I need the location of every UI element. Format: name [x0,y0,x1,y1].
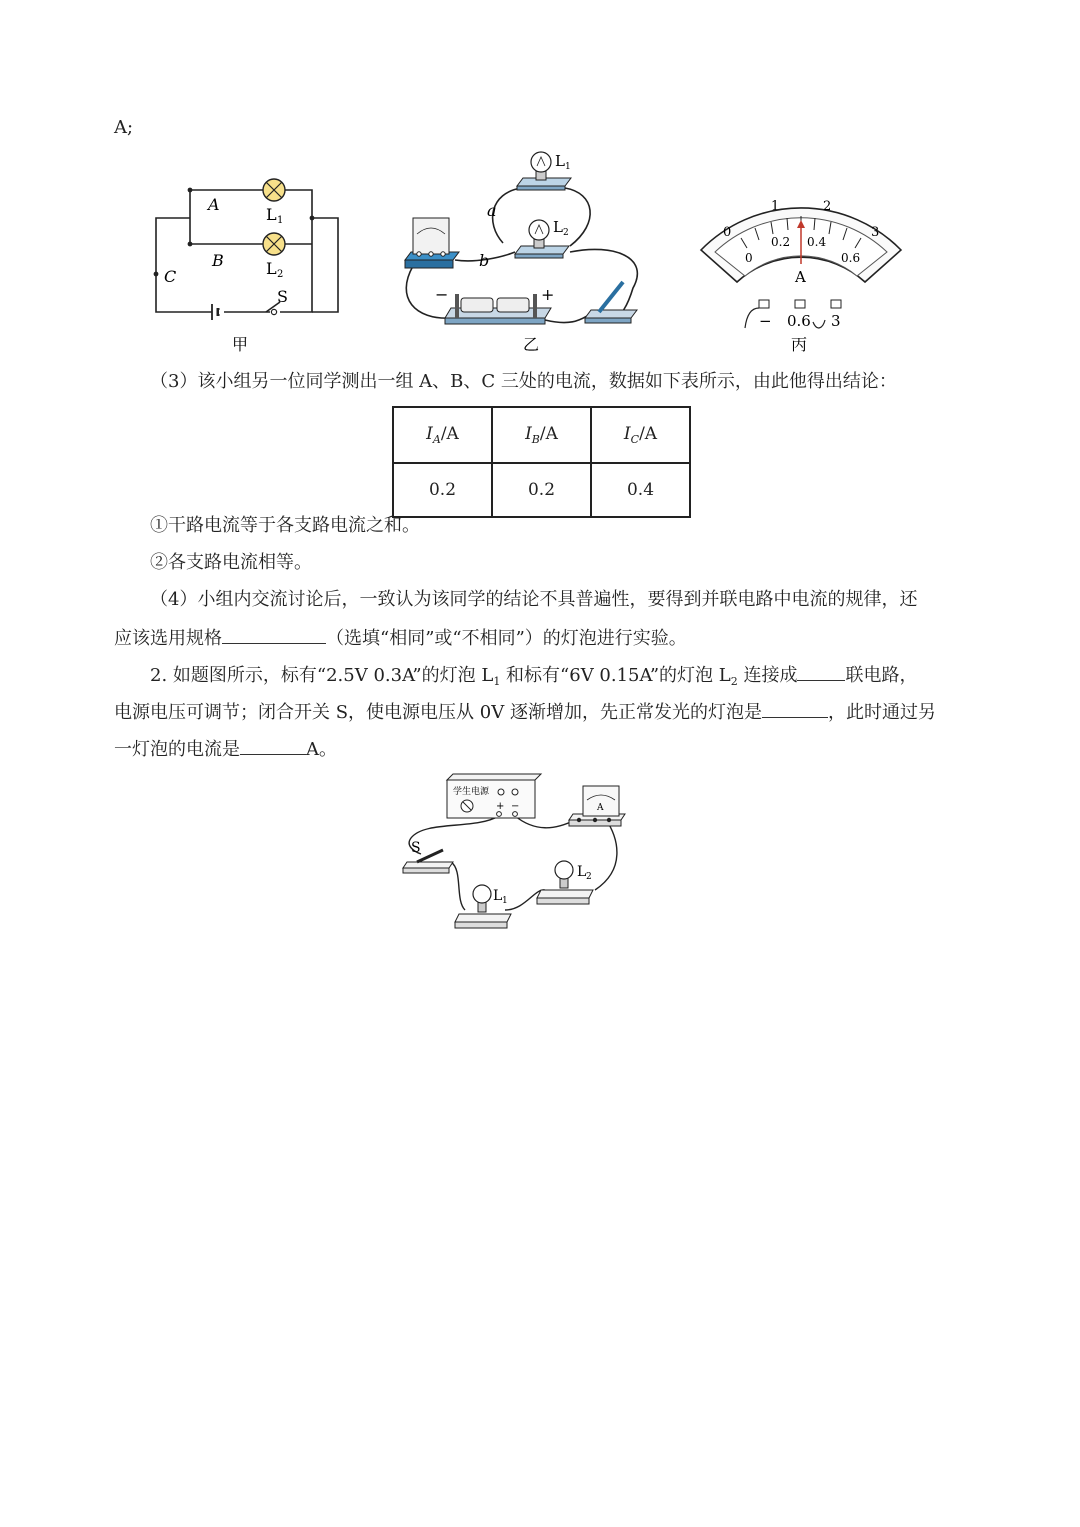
battery-plus: + [541,285,555,304]
power-supply-label: 学生电源 [453,787,490,797]
yi-l1-sub: 1 [565,162,571,172]
p2-line-1: 2. 如题图所示，标有“2.5V 0.3A”的灯泡 $L_1$ 和标有“6V 0.15A”的灯泡 $L_2$ 连接成 联电路， [150,662,917,694]
header-ib: $I_B/A$ [492,407,591,463]
wire-b-label: b [479,251,490,270]
wire-a-label: a [487,201,497,220]
p2-ammeter-unit: A [597,803,604,813]
inner-scale-04: 0.4 [807,235,827,249]
p2-l1-sub: 1 [502,896,508,906]
point-c-label: C [164,267,177,286]
switch-contact [271,309,276,314]
lamp-l1-sub: 1 [277,215,284,226]
problem2-figure [395,770,635,935]
p2-l2-label: L [577,864,587,880]
figure-yi-apparatus [395,148,665,358]
terminal-3: 3 [831,312,841,330]
power-plus: + [496,801,505,812]
inner-scale-06: 0.6 [841,251,861,265]
knife-switch [585,282,637,323]
value-ic: 0.4 [591,463,690,517]
conclusion-1: ①干路电流等于各支路电流之和。 [150,515,420,536]
table-header-row [393,407,690,463]
p2-bulb-l1 [455,885,511,928]
p2-blank-bulb[interactable] [762,699,828,718]
figure-jia-circuit [140,170,360,360]
p2-blank-circuit-type[interactable] [797,662,845,681]
figure-bing-caption: 丙 [791,335,808,354]
lamp-l2-symbol [263,233,285,255]
q4-line-2: 应该选用规格 （选填“相同”或“不相同”）的灯泡进行实验。 [114,625,687,651]
inner-scale-02: 0.2 [771,235,791,249]
p2-line-3: 一灯泡的电流是 A。 [114,736,337,762]
conclusion-2: ②各支路电流相等。 [150,552,312,573]
value-ia: 0.2 [393,463,492,517]
lamp-l2-sub: 2 [277,269,284,280]
p2-switch-label: S [411,840,421,856]
p2-line-2: 电源电压可调节；闭合开关 S，使电源电压从 0V 逐渐增加，先正常发光的灯泡是 ，此时通过另 [114,699,936,725]
switch-s-label: S [277,287,288,306]
point-a-label: A [208,195,220,214]
terminal-06: 0.6 [787,312,811,330]
inner-scale-0: 0 [745,251,753,265]
q4-line-1: （4）小组内交流讨论后，一致认为该同学的结论不具普遍性，要得到并联电路中电流的规律，还 [150,589,918,610]
battery-holder [445,294,551,324]
power-minus: − [511,801,520,812]
lamp-l1-label: L [266,205,277,224]
terminal-minus: − [759,312,772,330]
figure-jia-caption: 甲 [232,335,249,354]
battery-minus: − [435,285,449,304]
outer-scale-3: 3 [871,225,880,240]
outer-scale-1: 1 [771,199,780,214]
yi-l2-sub: 2 [563,228,569,238]
point-b-label: B [212,251,224,270]
yi-l2-label: L [553,218,563,236]
header-ic: $I_C/A$ [591,407,690,463]
figure-yi-caption: 乙 [523,335,540,354]
top-fragment: A; [114,117,134,138]
p2-l1-label: L [493,888,503,904]
p2-l2-sub: 2 [586,872,592,882]
outer-scale-0: 0 [723,225,732,240]
table-row [393,463,690,517]
q4-answer-blank[interactable] [222,625,326,644]
yi-l1-label: L [555,152,565,170]
p2-blank-current[interactable] [240,736,306,755]
q3-text: （3）该小组另一位同学测出一组 A、B、C 三处的电流，数据如下表所示，由此他得出结论： [150,371,897,392]
dial-unit: A [795,268,806,286]
value-ib: 0.2 [492,463,591,517]
lamp-l1-symbol [263,179,285,201]
figure-bing-dial [695,172,909,357]
ammeter-device [405,218,459,268]
lamp-l2-label: L [266,259,277,278]
outer-scale-2: 2 [823,199,832,214]
current-table [392,406,691,518]
header-ia: $I_A/A$ [393,407,492,463]
